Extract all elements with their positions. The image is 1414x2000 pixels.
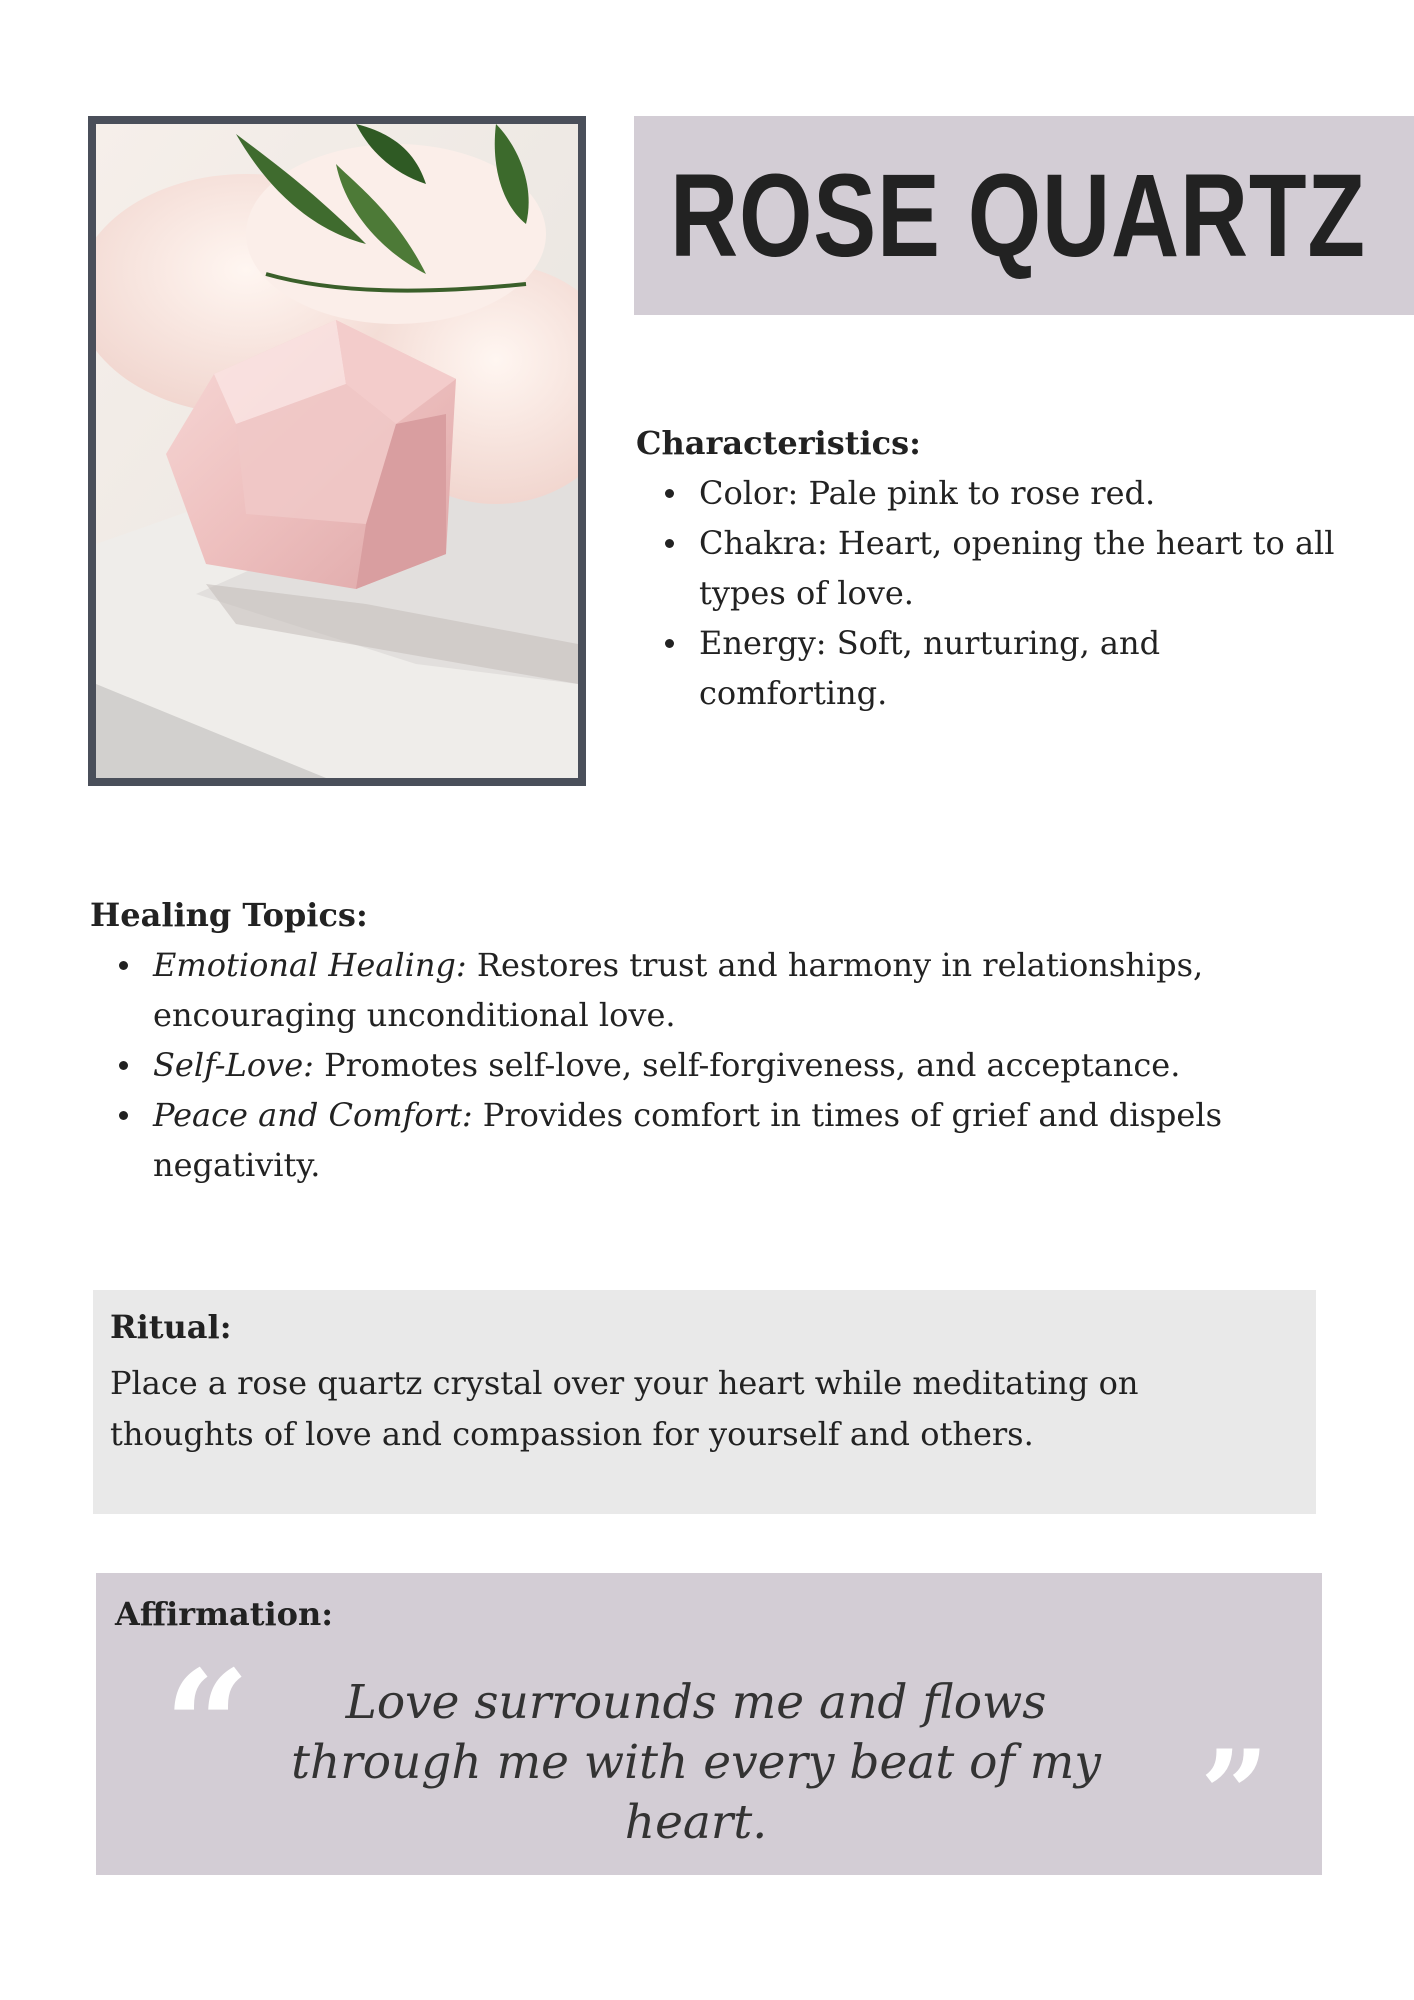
rose-quartz-image [96,124,578,778]
topic-label: Emotional Healing: [153,946,467,984]
list-item: Energy: Soft, nurturing, and comforting. [636,618,1356,718]
list-item [90,940,1290,1040]
crystal-photo [88,116,586,786]
characteristics-section [636,418,1356,718]
list-item [90,1090,1290,1190]
list-item: Color: Pale pink to rose red. [636,468,1356,518]
healing-topics-list [90,940,1290,1190]
bullet-icon [119,961,128,970]
topic-text: Provides comfort in times of grief and dispels negativity. [153,1096,1222,1184]
healing-topics-heading: Healing Topics: [90,896,368,934]
bullet-icon [119,1111,128,1120]
bullet-icon [665,539,674,548]
topic-text: Restores trust and harmony in relationships, encouraging unconditional love. [153,946,1204,1034]
ritual-text: Place a rose quartz crystal over your heart while meditating on thoughts of love and compassion for yourself and others. [110,1364,1139,1453]
bullet-icon [119,1061,128,1070]
page-title: ROSE QUARTZ [670,150,1366,282]
topic-label: Peace and Comfort: [153,1096,473,1134]
characteristics-heading: Characteristics: [636,424,921,462]
close-quote-icon: ” [1200,1724,1270,1865]
affirmation-heading: Affirmation: [115,1595,334,1633]
affirmation-text: Love surrounds me and flows through me with every beat of my heart. [291,1675,1101,1850]
title-band [634,116,1414,315]
affirmation-section [96,1573,1322,1875]
healing-topics-section [90,890,1290,1190]
ritual-heading: Ritual: [110,1308,232,1346]
bullet-icon [665,639,674,648]
list-item [90,1040,1290,1090]
bullet-icon [665,489,674,498]
topic-text: Promotes self-love, self-forgiveness, and acceptance. [313,1046,1181,1084]
list-item: Chakra: Heart, opening the heart to all types of love. [636,518,1356,618]
ritual-section [93,1290,1316,1514]
topic-label: Self-Love: [153,1046,314,1084]
open-quote-icon: “ [164,1638,251,1814]
characteristics-list [636,468,1356,718]
